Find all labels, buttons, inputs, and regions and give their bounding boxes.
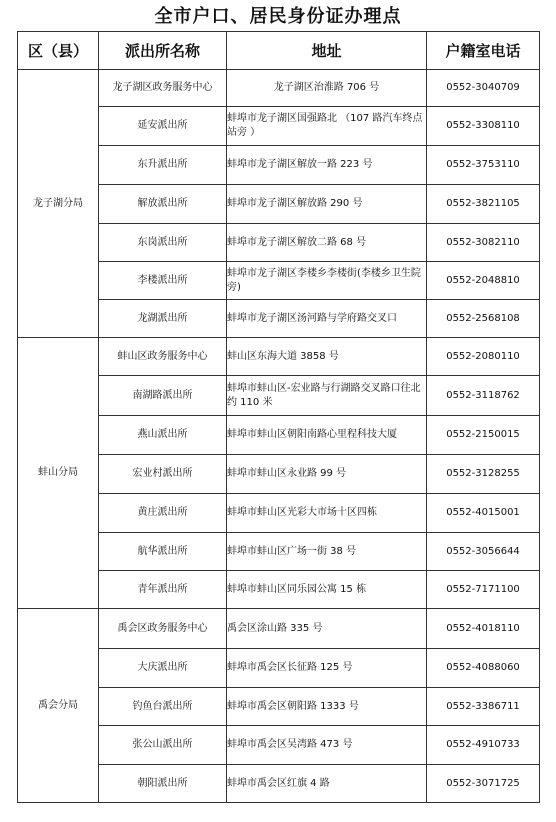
station-cell: 航华派出所 [99,533,227,571]
address-cell: 蚌埠市蚌山区光彩大市场十区四栋 [227,494,427,533]
address-cell: 蚌埠市蚌山区永业路 99 号 [227,455,427,494]
address-cell: 蚌埠市龙子湖区解放路 290 号 [227,185,427,224]
address-cell: 蚌埠市蚌山区-宏业路与行湖路交叉路口往北约 110 米 [227,376,427,416]
phone-cell: 0552-4018110 [427,609,540,649]
station-cell: 禹会区政务服务中心 [99,609,227,649]
page-title: 全市户口、居民身份证办理点 [154,6,402,27]
table-row [18,70,540,107]
station-cell: 大庆派出所 [99,649,227,688]
phone-cell: 0552-2048810 [427,262,540,300]
phone-cell: 0552-3308110 [427,107,540,146]
district-cell: 龙子湖分局 [18,70,99,338]
phone-cell: 0552-3082110 [427,224,540,262]
header-row [18,32,540,70]
phone-cell: 0552-2080110 [427,338,540,376]
address-cell: 蚌埠市龙子湖区李楼乡李楼街(李楼乡卫生院旁) [227,262,427,300]
address-cell: 蚌埠市蚌山区朝阳南路心里程科技大厦 [227,416,427,455]
station-cell: 李楼派出所 [99,262,227,300]
header-address: 地址 [227,32,427,70]
station-cell: 龙子湖区政务服务中心 [99,70,227,107]
station-cell: 燕山派出所 [99,416,227,455]
phone-cell: 0552-3118762 [427,376,540,416]
header-phone: 户籍室电话 [427,32,540,70]
phone-cell: 0552-3056644 [427,533,540,571]
address-cell: 蚌埠市龙子湖区解放二路 68 号 [227,224,427,262]
address-cell: 蚌埠市禹会区长征路 125 号 [227,649,427,688]
phone-cell: 0552-3071725 [427,765,540,803]
address-cell: 蚌埠市龙子湖区解放一路 223 号 [227,146,427,185]
district-cell: 蚌山分局 [18,338,99,609]
phone-cell: 0552-3386711 [427,688,540,726]
station-cell: 东岗派出所 [99,224,227,262]
address-cell: 蚌埠市禹会区吴湾路 473 号 [227,726,427,765]
address-cell: 龙子湖区治淮路 706 号 [227,70,427,107]
phone-cell: 0552-4088060 [427,649,540,688]
address-cell: 蚌埠市龙子湖区国强路北 （107 路汽车终点站旁 ） [227,107,427,146]
station-cell: 龙湖派出所 [99,300,227,338]
phone-cell: 0552-4910733 [427,726,540,765]
station-cell: 蚌山区政务服务中心 [99,338,227,376]
office-table [17,31,540,803]
station-cell: 南湖路派出所 [99,376,227,416]
address-cell: 蚌埠市蚌山区广场一街 38 号 [227,533,427,571]
address-cell: 禹会区涂山路 335 号 [227,609,427,649]
address-cell: 蚌埠市禹会区红旗 4 路 [227,765,427,803]
table-row [18,338,540,376]
phone-cell: 0552-3040709 [427,70,540,107]
phone-cell: 0552-3128255 [427,455,540,494]
station-cell: 青年派出所 [99,571,227,609]
station-cell: 延安派出所 [99,107,227,146]
station-cell: 解放派出所 [99,185,227,224]
phone-cell: 0552-3821105 [427,185,540,224]
address-cell: 蚌埠市龙子湖区汤河路与学府路交叉口 [227,300,427,338]
station-cell: 东升派出所 [99,146,227,185]
phone-cell: 0552-3753110 [427,146,540,185]
table-row [18,609,540,649]
address-cell: 蚌山区东海大道 3858 号 [227,338,427,376]
station-cell: 朝阳派出所 [99,765,227,803]
phone-cell: 0552-2568108 [427,300,540,338]
station-cell: 钓鱼台派出所 [99,688,227,726]
address-cell: 蚌埠市蚌山区同乐园公寓 15 栋 [227,571,427,609]
phone-cell: 0552-7171100 [427,571,540,609]
phone-cell: 0552-4015001 [427,494,540,533]
phone-cell: 0552-2150015 [427,416,540,455]
header-district: 区（县） [18,32,99,70]
station-cell: 宏业村派出所 [99,455,227,494]
district-cell: 禹会分局 [18,609,99,803]
address-cell: 蚌埠市禹会区朝阳路 1333 号 [227,688,427,726]
table-body [18,70,540,803]
header-station: 派出所名称 [99,32,227,70]
station-cell: 黄庄派出所 [99,494,227,533]
station-cell: 张公山派出所 [99,726,227,765]
